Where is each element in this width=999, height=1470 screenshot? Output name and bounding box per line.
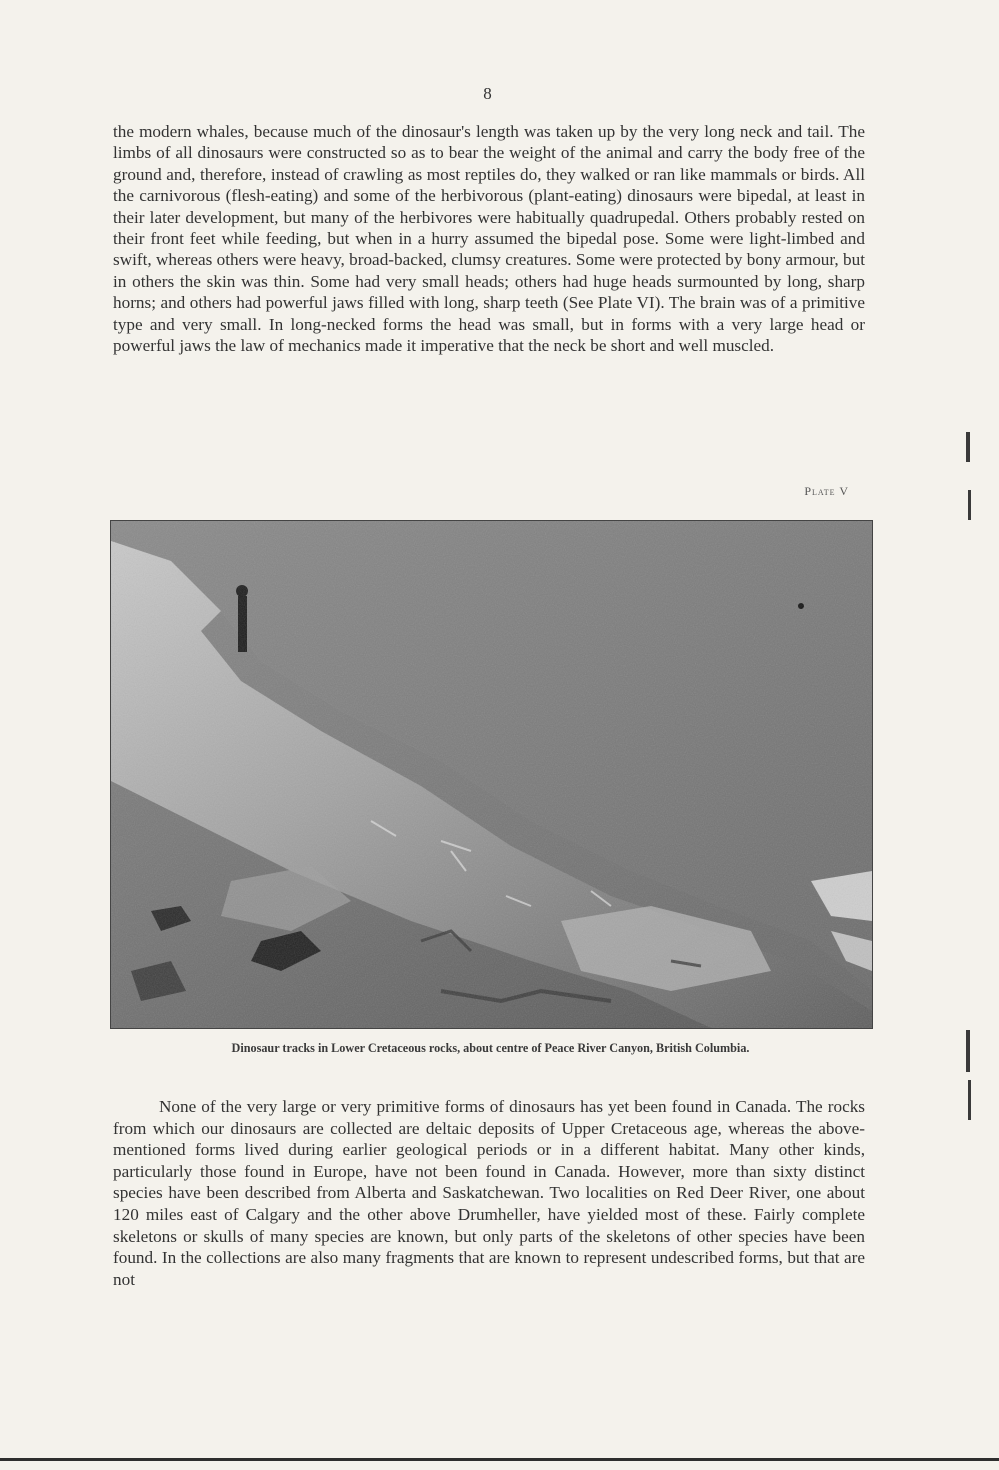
margin-mark [968,1080,971,1120]
page-bottom-edge [0,1458,999,1461]
plate-label: Plate V [804,484,849,498]
margin-mark [968,490,971,520]
margin-mark [966,432,970,462]
body-paragraph-1: the modern whales, because much of the dinosaur's length was taken up by the very long neck and tail. The limbs of all dinosaurs were constructed so as to bear the weight of the animal and carry the body free of the ground and, therefore, instead of crawling as most reptiles do, they walked or ran like mammals or birds. All the carnivorous (flesh-eating) and some of the herbivorous (plant-eating) dinosaurs were bipedal, at least in their later development, but many of the herbivores were habitually quadrupedal. Others probably rested on their front feet while feeding, but when in a hurry assumed the bipedal pose. Some were light-limbed and swift, whereas others were heavy, broad-backed, clumsy creatures. Some were protected by bony armour, but in others the skin was thin. Some had very small heads; others had huge heads surmounted by long, sharp horns; and others had powerful jaws filled with long, sharp teeth (See Plate VI). The brain was of a primitive type and very small. In long-necked forms the head was small, but in forms with a very large head or powerful jaws the law of mechanics made it imperative that the neck be short and well muscled. [113,122,865,356]
margin-mark [966,1030,970,1072]
body-paragraph-2: None of the very large or very primitive forms of dinosaurs has yet been found in Canada. The rocks from which our dinosaurs are collected are deltaic deposits of Upper Cretaceous age, whereas the above-mentioned forms lived during earlier geological periods or in a different habitat. Many other kinds, particularly those found in Europe, have not been found in Canada. However, more than sixty distinct species have been described from Alberta and Saskatchewan. Two localities on Red Deer River, one about 120 miles east of Calgary and the other above Drumheller, have yielded most of these. Fairly complete skeletons or skulls of many species are known, but only parts of the skeletons of other species have been found. In the collections are also many fragments that are known to represent undescribed forms, but that are not [113,1097,865,1289]
photograph-dinosaur-tracks [110,520,873,1029]
figure-caption: Dinosaur tracks in Lower Cretaceous rocks, about centre of Peace River Canyon, British Columbia. [231,1041,750,1055]
page-number: 8 [483,84,492,103]
